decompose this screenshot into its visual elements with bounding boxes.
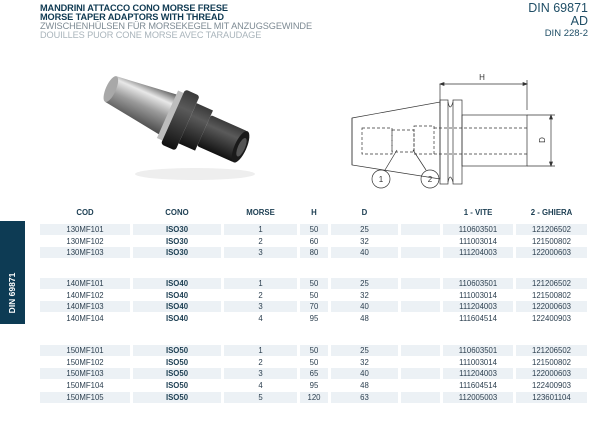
callout-1-label: 1 [378,175,384,184]
title-german: ZWISCHENHÜLSEN FÜR MORSEKEGEL MIT ANZUGSGEWINDE [40,21,312,31]
column-header-cono: CONO [165,208,189,217]
table-cell-blank [401,368,440,379]
table-cell-morse: 3 [224,247,297,258]
table-cell-vite: 111003014 [459,290,497,300]
table-cell-ghiera: 121500802 [531,357,572,367]
table-cell-morse: 2 [258,236,263,246]
table-cell-h: 70 [300,301,328,312]
table-cell-cod: 140MF101 [40,278,130,289]
table-cell-cono: ISO40 [165,290,189,300]
table-cell-cono: ISO30 [165,236,189,246]
table-cell-d: 40 [331,368,398,379]
table-cell-ghiera: 122000603 [516,247,587,258]
technical-drawing [335,62,560,197]
table-cell-cod: 140MF104 [66,314,104,324]
din-main-label: DIN 69871 [528,1,588,15]
callout-2-label: 2 [427,175,433,184]
table-cell-morse: 2 [258,290,263,300]
table-cell-vite: 111204003 [443,368,513,379]
title-french: DOUILLES PUOR CONE MORSE AVEC TARAUDAGE [40,30,262,40]
table-cell-cod: 150MF102 [66,357,104,367]
table-cell-cono: ISO50 [133,392,221,403]
table-cell-cod: 140MF103 [40,301,130,312]
table-cell-d: 32 [360,290,369,300]
title-block [40,4,312,40]
table-cell-morse: 5 [224,392,297,403]
table-cell-vite: 111204003 [443,247,513,258]
column-header-ghiera: 2 - GHIERA [530,208,573,217]
table-cell-ghiera: 123601104 [516,392,587,403]
table-cell-blank [401,236,440,247]
din-ad-label: AD [570,14,588,28]
product-photo [95,62,270,187]
column-header-h: H [311,208,317,217]
table-cell-ghiera: 121206502 [516,345,587,356]
table-cell-cod: 150MF104 [66,381,104,391]
table-cell-d: 32 [360,236,369,246]
table-cell-h: 95 [309,314,319,324]
table-cell-cod: 150MF105 [40,392,130,403]
table-cell-vite: 111003014 [459,357,497,367]
table-cell-ghiera: 121500802 [531,290,572,300]
table-cell-morse: 3 [224,301,297,312]
table-cell-blank [401,301,440,312]
table-cell-cono: ISO50 [165,357,189,367]
table-cell-h: 50 [300,224,328,235]
table-cell-morse: 4 [258,381,263,391]
table-cell-d: 48 [360,314,369,324]
column-header-blank [401,207,440,219]
table-cell-cono: ISO30 [133,247,221,258]
table-cell-vite: 110603501 [443,224,513,235]
table-cell-vite: 110603501 [443,278,513,289]
din-standard-block [528,2,588,40]
table-cell-ghiera: 122400903 [531,381,572,391]
dim-d-label: D [538,137,547,143]
table-cell-blank [401,224,440,235]
table-cell-morse: 4 [258,314,263,324]
column-header-morse: MORSE [246,208,275,217]
table-cell-h: 120 [300,392,328,403]
table-cell-cod: 130MF102 [66,236,104,246]
table-cell-blank [401,290,440,301]
table-cell-d: 40 [331,301,398,312]
table-cell-h: 50 [300,345,328,356]
table-cell-d: 32 [360,357,369,367]
table-cell-blank [401,313,440,324]
table-cell-ghiera: 121500802 [531,236,572,246]
dim-h-label: H [479,73,485,82]
table-cell-h: 50 [309,290,319,300]
table-cell-cono: ISO40 [165,314,189,324]
table-cell-morse: 1 [224,278,297,289]
table-cell-cono: ISO50 [133,345,221,356]
table-cell-cono: ISO40 [133,278,221,289]
table-cell-ghiera: 122000603 [516,301,587,312]
column-header-vite: 1 - VITE [463,208,493,217]
title-italian: MANDRINI ATTACCO CONO MORSE FRESE [40,3,228,13]
table-cell-d: 40 [331,247,398,258]
table-cell-ghiera: 122000603 [516,368,587,379]
table-cell-blank [401,278,440,289]
column-header-d: D [361,208,368,217]
table-cell-vite: 111204003 [443,301,513,312]
side-tab-label: DIN 69871 [7,272,17,314]
table-cell-ghiera: 121206502 [516,278,587,289]
table-cell-blank [401,247,440,258]
table-cell-cono: ISO30 [133,224,221,235]
table-cell-blank [401,357,440,368]
table-cell-vite: 112005003 [443,392,513,403]
table-cell-h: 50 [309,357,319,367]
table-cell-vite: 111604514 [459,314,497,324]
table-cell-cod: 130MF103 [40,247,130,258]
table-cell-vite: 110603501 [443,345,513,356]
table-cell-d: 25 [331,345,398,356]
table-cell-morse: 1 [224,345,297,356]
table-cell-d: 25 [331,224,398,235]
table-cell-blank [401,392,440,403]
table-cell-vite: 111604514 [459,381,497,391]
table-cell-cod: 150MF101 [40,345,130,356]
side-tab [0,221,25,324]
table-cell-cono: ISO50 [133,368,221,379]
table-cell-h: 50 [300,278,328,289]
table-cell-morse: 2 [258,357,263,367]
title-english: MORSE TAPER ADAPTORS WITH THREAD [40,12,224,22]
table-cell-ghiera: 121206502 [516,224,587,235]
table-cell-blank [401,380,440,391]
table-cell-ghiera: 122400903 [531,314,572,324]
table-cell-morse: 3 [224,368,297,379]
table-cell-cono: ISO50 [165,381,189,391]
table-cell-h: 80 [300,247,328,258]
din-sub-label: DIN 228-2 [544,28,588,39]
column-header-cod: COD [76,208,94,217]
table-cell-h: 60 [309,236,319,246]
table-cell-cod: 140MF102 [66,290,104,300]
table-cell-d: 25 [331,278,398,289]
table-cell-d: 48 [360,381,369,391]
table-cell-d: 63 [331,392,398,403]
table-cell-cod: 150MF103 [40,368,130,379]
table-cell-cod: 130MF101 [40,224,130,235]
table-cell-cono: ISO40 [133,301,221,312]
table-cell-morse: 1 [224,224,297,235]
table-cell-blank [401,345,440,356]
table-cell-h: 65 [300,368,328,379]
table-cell-h: 95 [309,381,319,391]
table-cell-vite: 111003014 [459,236,497,246]
